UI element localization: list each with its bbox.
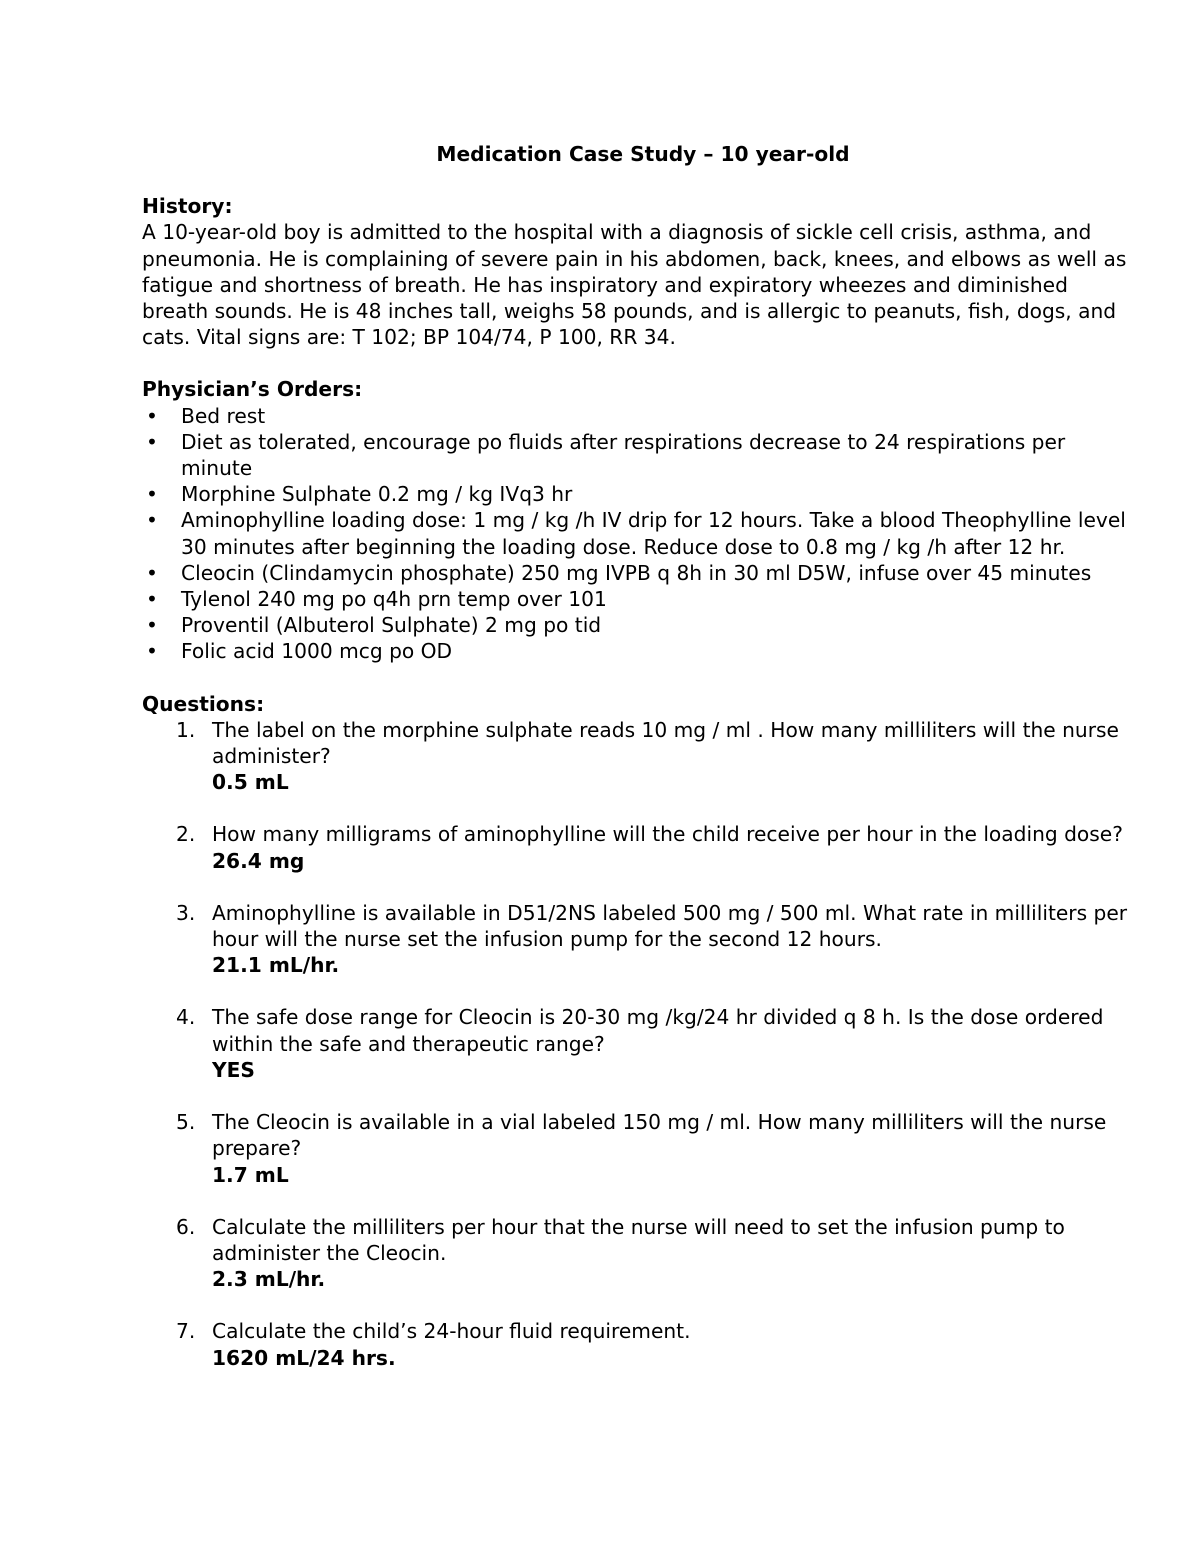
question-answer: 1.7 mL <box>212 1162 289 1187</box>
question-answer: 1620 mL/24 hrs. <box>212 1345 396 1370</box>
question-number: 6. <box>176 1214 196 1239</box>
question-item <box>142 900 1132 979</box>
question-number: 4. <box>176 1005 196 1030</box>
question-item <box>142 717 1132 796</box>
orders-heading: Physician’s Orders: <box>142 377 363 402</box>
list-item: • Tylenol 240 mg po q4h prn temp over 101 <box>146 587 607 612</box>
question-answer: 0.5 mL <box>212 770 289 795</box>
list-item: • Aminophylline loading dose: 1 mg / kg /h IV drip for 12 hours. Take a blood Theophylline level 30 minutes after beginning the loading dose. Reduce dose to 0.8 mg / kg /h after 12 hr. <box>146 508 1126 559</box>
list-item: • Morphine Sulphate 0.2 mg / kg IVq3 hr <box>146 482 573 507</box>
question-number: 1. <box>176 717 196 742</box>
question-answer: YES <box>212 1057 255 1082</box>
question-text: Aminophylline is available in D51/2NS labeled 500 mg / 500 ml. What rate in milliliters per hour will the nurse set the infusion pump for the second 12 hours. <box>212 900 1128 952</box>
history-text: A 10-year-old boy is admitted to the hospital with a diagnosis of sickle cell crisis, asthma, and pneumonia. He is complaining of severe pain in his abdomen, back, knees, and elbows as well as fatigue and shortness of breath. He has inspiratory and expiratory wheezes and diminished breath sounds. He is 48 inches tall, weighs 58 pounds, and is allergic to peanuts, fish, dogs, and cats. Vital signs are: T 102; BP 104/74, P 100, RR 34. <box>142 220 1127 350</box>
question-answer: 26.4 mg <box>212 848 305 873</box>
question-number: 3. <box>176 900 196 925</box>
document-title: Medication Case Study – 10 year-old <box>436 142 850 166</box>
bullet: • <box>146 429 158 454</box>
bullet: • <box>146 560 158 585</box>
question-text: The safe dose range for Cleocin is 20-30 mg /kg/24 hr divided q 8 h. Is the dose ordered within the safe and therapeutic range? <box>212 1005 1104 1056</box>
bullet: • <box>146 508 158 533</box>
list-item: • Diet as tolerated, encourage po fluids after respirations decrease to 24 respirations per minute <box>146 429 1066 481</box>
question-text: How many milligrams of aminophylline will the child receive per hour in the loading dose? <box>212 822 1123 847</box>
question-number: 2. <box>176 822 196 847</box>
list-item: • Bed rest <box>146 403 266 428</box>
bullet: • <box>146 587 158 612</box>
question-answer: 2.3 mL/hr. <box>212 1267 326 1292</box>
bullet: • <box>146 403 158 428</box>
question-text: The Cleocin is available in a vial labeled 150 mg / ml. How many milliliters will the nurse prepare? <box>212 1110 1107 1161</box>
list-item: • Cleocin (Clindamycin phosphate) 250 mg IVPB q 8h in 30 ml D5W, infuse over 45 minutes <box>146 560 1092 585</box>
question-item <box>142 1004 1132 1083</box>
question-number: 5. <box>176 1110 196 1135</box>
question-item <box>142 1109 1132 1188</box>
bullet: • <box>146 639 158 664</box>
orders-list <box>142 403 1132 665</box>
bullet: • <box>146 482 158 507</box>
list-item: • Proventil (Albuterol Sulphate) 2 mg po tid <box>146 613 602 638</box>
history-heading: History: <box>142 194 233 219</box>
bullet: • <box>146 613 158 638</box>
question-number: 7. <box>176 1319 196 1344</box>
question-item <box>142 1214 1132 1293</box>
list-item: • Folic acid 1000 mcg po OD <box>146 639 453 664</box>
question-text: Calculate the milliliters per hour that the nurse will need to set the infusion pump to administer the Cleocin. <box>212 1214 1065 1265</box>
question-text: Calculate the child’s 24-hour fluid requirement. <box>212 1319 691 1344</box>
questions-list <box>142 717 1132 1371</box>
question-text: The label on the morphine sulphate reads 10 mg / ml . How many milliliters will the nurse administer? <box>212 717 1119 769</box>
document-page <box>142 141 1132 1397</box>
question-item <box>142 1318 1132 1370</box>
question-answer: 21.1 mL/hr. <box>212 953 340 978</box>
questions-heading: Questions: <box>142 691 265 716</box>
question-item <box>142 821 1132 873</box>
